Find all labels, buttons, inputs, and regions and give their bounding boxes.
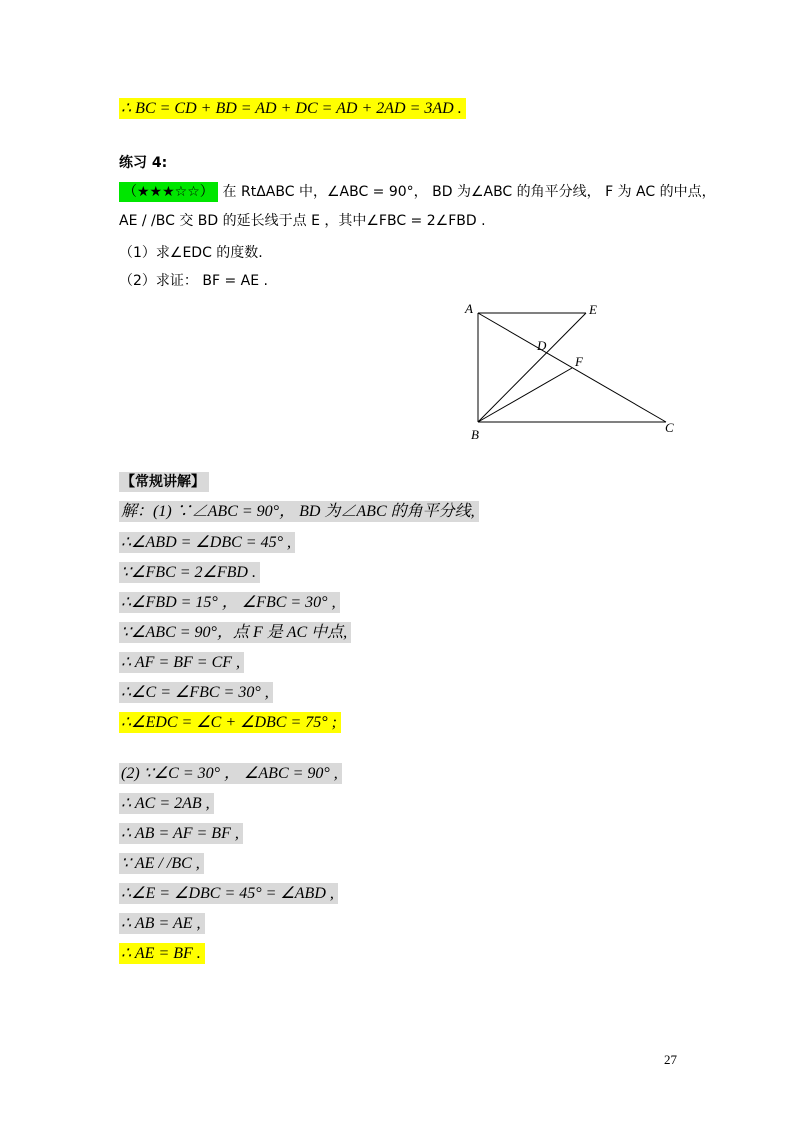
label-e: E (589, 302, 597, 317)
top-conclusion (119, 97, 466, 120)
solution-step: ∴∠E = ∠DBC = 45° = ∠ABD , (119, 882, 338, 905)
solution-step: ∴∠FBD = 15° ， ∠FBC = 30° , (119, 591, 340, 614)
label-b: B (471, 427, 479, 442)
label-f: F (575, 354, 583, 369)
page-number: 27 (664, 1052, 677, 1067)
solution-answer-2: ∴ AE = BF . (119, 942, 205, 965)
label-c: C (665, 420, 674, 435)
difficulty-badge: （★★★☆☆） (119, 182, 218, 202)
solution-step: 解：(1) ∵∠ABC = 90°， BD 为∠ABC 的角平分线, (119, 500, 479, 523)
solution-step: ∴ AF = BF = CF , (119, 651, 244, 674)
segment-bf (478, 368, 572, 422)
question-1: （1）求∠EDC 的度数. (119, 245, 263, 261)
solution-step: ∴ AB = AE , (119, 912, 205, 935)
segment-be (478, 313, 586, 422)
solution-step: ∴ AC = 2AB , (119, 792, 214, 815)
solution-step: ∴∠ABD = ∠DBC = 45° , (119, 531, 295, 554)
exercise-line1 (119, 180, 716, 203)
exercise-title: 练习 4: (119, 155, 168, 171)
question-2: （2）求证： BF = AE . (119, 273, 268, 289)
solution-step: ∵∠ABC = 90°，点 F 是 AC 中点, (119, 621, 351, 644)
solution-step: ∴ AB = AF = BF , (119, 822, 243, 845)
label-a: A (465, 301, 473, 316)
top-conclusion-text: ∴ BC = CD + BD = AD + DC = AD + 2AD = 3AD . (119, 98, 466, 119)
solution-step: ∵ AE / /BC , (119, 852, 204, 875)
exercise-statement-1: 在 RtΔABC 中，∠ABC = 90°， BD 为∠ABC 的角平分线， F 为 AC 的中点， (222, 184, 716, 200)
geometry-figure (462, 298, 687, 448)
solution-step: ∴∠C = ∠FBC = 30° , (119, 681, 273, 704)
solution-step: (2) ∵∠C = 30° ， ∠ABC = 90° , (119, 762, 342, 785)
solution-step: ∵∠FBC = 2∠FBD . (119, 561, 260, 584)
solution-header: 【常规讲解】 (119, 470, 209, 493)
label-d: D (537, 338, 547, 353)
solution-answer-1: ∴∠EDC = ∠C + ∠DBC = 75° ; (119, 711, 341, 734)
exercise-statement-2: AE / /BC 交 BD 的延长线于点 E ，其中∠FBC = 2∠FBD . (119, 213, 486, 229)
